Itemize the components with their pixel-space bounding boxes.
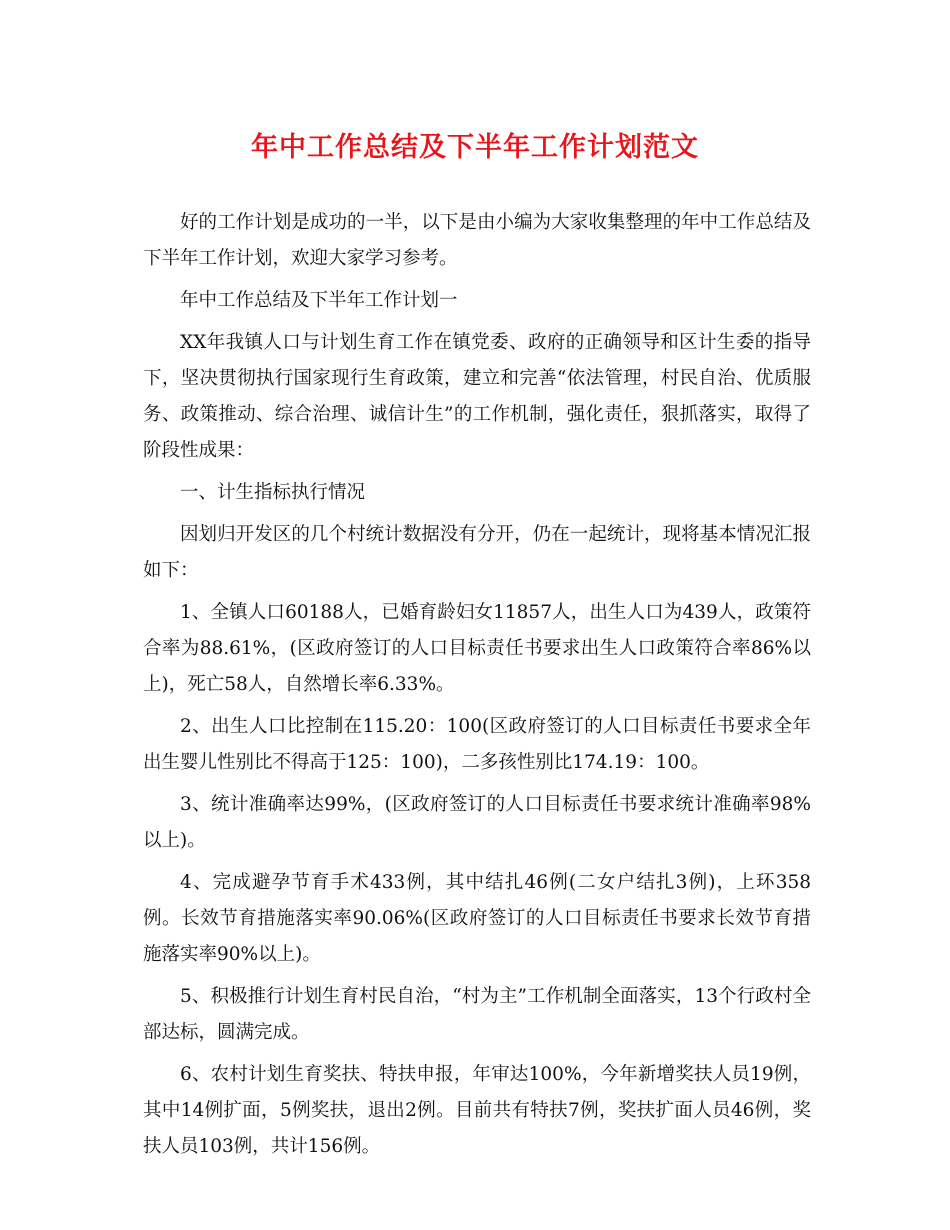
paragraph-item-3: 3、统计准确率达99%，(区政府签订的人口目标责任书要求统计准确率98%以上)。 [143,794,811,851]
paragraph-section-heading: 年中工作总结及下半年工作计划一 [180,290,458,311]
paragraph-intro: 好的工作计划是成功的一半，以下是由小编为大家收集整理的年中工作总结及下半年工作计划，欢迎大家学习参考。 [143,212,811,269]
paragraph-overview: XX年我镇人口与计划生育工作在镇党委、政府的正确领导和区计生委的指导下，坚决贯彻执行国家现行生育政策，建立和完善“依法管理，村民自治、优质服务、政策推动、综合治理、诚信计生”的工作机制，强化责任，狠抓落实，取得了阶段性成果： [143,332,811,461]
paragraph-item-2: 2、出生人口比控制在115.20：100(区政府签订的人口目标责任书要求全年出生婴儿性别比不得高于125：100)，二多孩性别比174.19：100。 [143,716,811,773]
paragraph-item-1: 1、全镇人口60188人，已婚育龄妇女11857人，出生人口为439人，政策符合率为88.61%，(区政府签订的人口目标责任书要求出生人口政策符合率86%以上)，死亡58人，自然增长率6.33%。 [143,602,811,695]
paragraph-subheading: 一、计生指标执行情况 [180,482,366,503]
document-title: 年中工作总结及下半年工作计划范文 [251,132,699,163]
document-body [143,205,811,1171]
paragraph-item-4: 4、完成避孕节育手术433例，其中结扎46例(二女户结扎3例)，上环358例。长效节育措施落实率90.06%(区政府签订的人口目标责任书要求长效节育措施落实率90%以上)。 [143,872,811,965]
paragraph-statistics-note: 因划归开发区的几个村统计数据没有分开，仍在一起统计，现将基本情况汇报如下： [143,524,811,581]
paragraph-item-6: 6、农村计划生育奖扶、特扶申报，年审达100%，今年新增奖扶人员19例，其中14例扩面，5例奖扶，退出2例。目前共有特扶7例，奖扶扩面人员46例，奖扶人员103例，共计156例。 [143,1064,811,1157]
paragraph-item-5: 5、积极推行计划生育村民自治，“村为主”工作机制全面落实，13个行政村全部达标，圆满完成。 [143,986,811,1043]
